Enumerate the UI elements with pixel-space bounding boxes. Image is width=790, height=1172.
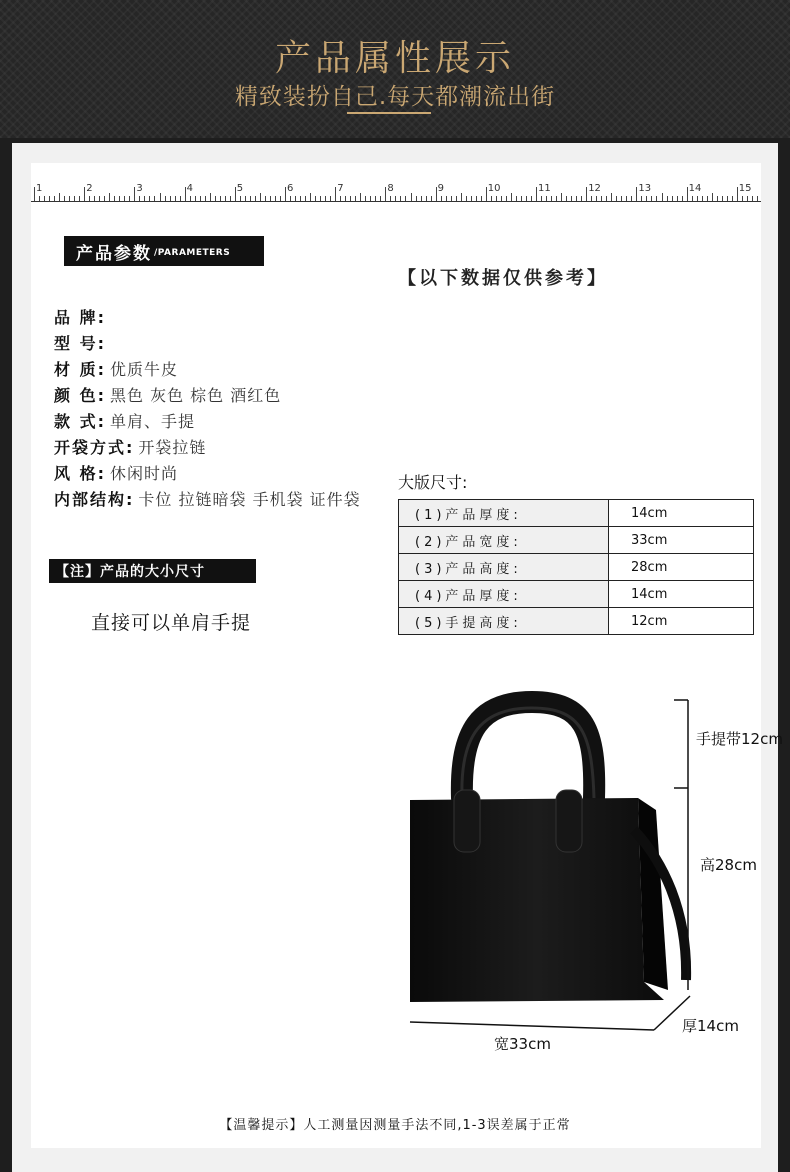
ruler-minor-tick [757, 196, 758, 201]
ruler-minor-tick [149, 196, 150, 201]
reference-note: 【以下数据仅供参考】 [398, 268, 608, 289]
ruler-minor-tick [682, 196, 683, 201]
ruler-minor-tick [74, 196, 75, 201]
ruler-minor-tick [64, 196, 65, 201]
ruler-number: 2 [86, 183, 93, 194]
ruler-minor-tick [601, 196, 602, 201]
attribute-label: 款 式: [54, 412, 106, 431]
ruler-minor-tick [692, 196, 693, 201]
ruler-minor-tick [526, 196, 527, 201]
attribute-row-brand [54, 305, 110, 328]
attribute-row-opening [54, 435, 206, 458]
ruler-minor-tick [662, 193, 663, 201]
ruler-major-tick [636, 187, 637, 201]
ruler-minor-tick [54, 196, 55, 201]
ruler-minor-tick [471, 196, 472, 201]
ruler-minor-tick [180, 196, 181, 201]
handle-height-label: 手提带12cm [696, 730, 783, 748]
ruler-minor-tick [441, 196, 442, 201]
ruler-minor-tick [355, 196, 356, 201]
ruler-minor-tick [280, 196, 281, 201]
ruler-minor-tick [275, 196, 276, 201]
ruler-minor-tick [370, 196, 371, 201]
attribute-label: 风 格: [54, 464, 106, 483]
footer-tip: 【温馨提示】人工测量因测量手法不同,1-3误差属于正常 [219, 1118, 571, 1133]
attribute-value: 黑色 灰色 棕色 酒红色 [109, 386, 282, 405]
ruler-major-tick [586, 187, 587, 201]
ruler-minor-tick [154, 196, 155, 201]
ruler-minor-tick [707, 196, 708, 201]
attribute-value: 开袋拉链 [138, 438, 207, 457]
parameters-banner [64, 236, 264, 266]
table-row [399, 581, 754, 608]
ruler-minor-tick [591, 196, 592, 201]
attribute-value: 优质牛皮 [109, 360, 178, 379]
ruler-minor-tick [646, 196, 647, 201]
ruler-minor-tick [451, 196, 452, 201]
ruler-number: 14 [688, 183, 702, 194]
ruler-minor-tick [69, 196, 70, 201]
ruler-minor-tick [109, 193, 110, 201]
attribute-row-material [54, 357, 178, 380]
ruler-minor-tick [220, 196, 221, 201]
size-value: 14cm [609, 581, 754, 608]
ruler-minor-tick [160, 193, 161, 201]
ruler-number: 9 [437, 183, 444, 194]
ruler-minor-tick [44, 196, 45, 201]
ruler-minor-tick [596, 196, 597, 201]
size-value: 14cm [609, 500, 754, 527]
note-text: 直接可以单肩手提 [91, 612, 252, 634]
ruler-major-tick [436, 187, 437, 201]
ruler-minor-tick [79, 196, 80, 201]
ruler-minor-tick [752, 196, 753, 201]
size-table [398, 499, 754, 635]
ruler-minor-tick [722, 196, 723, 201]
ruler-minor-tick [190, 196, 191, 201]
ruler-minor-tick [712, 193, 713, 201]
ruler-minor-tick [466, 196, 467, 201]
ruler-minor-tick [290, 196, 291, 201]
size-label: (3)产品高度: [399, 554, 609, 581]
note-banner: 【注】产品的大小尺寸 [49, 559, 256, 583]
ruler-number: 4 [186, 183, 193, 194]
ruler-major-tick [285, 187, 286, 201]
ruler-minor-tick [641, 196, 642, 201]
ruler-minor-tick [426, 196, 427, 201]
parameters-banner-cn: 产品参数 [76, 243, 152, 264]
ruler-minor-tick [727, 196, 728, 201]
width-label: 宽33cm [494, 1035, 551, 1053]
ruler-minor-tick [144, 196, 145, 201]
ruler-minor-tick [340, 196, 341, 201]
ruler-minor-tick [124, 196, 125, 201]
ruler-minor-tick [546, 196, 547, 201]
ruler-minor-tick [747, 196, 748, 201]
size-table-title: 大版尺寸: [398, 473, 468, 492]
ruler-minor-tick [345, 196, 346, 201]
ruler-minor-tick [742, 196, 743, 201]
ruler-minor-tick [697, 196, 698, 201]
ruler-minor-tick [315, 196, 316, 201]
ruler-number: 7 [337, 183, 344, 194]
ruler-minor-tick [456, 196, 457, 201]
ruler-minor-tick [325, 196, 326, 201]
attribute-label: 材 质: [54, 360, 106, 379]
ruler-minor-tick [521, 196, 522, 201]
table-row [399, 500, 754, 527]
ruler-minor-tick [205, 196, 206, 201]
ruler-minor-tick [295, 196, 296, 201]
size-label: (1)产品厚度: [399, 500, 609, 527]
ruler-minor-tick [139, 196, 140, 201]
ruler-minor-tick [405, 196, 406, 201]
ruler-major-tick [335, 187, 336, 201]
ruler-minor-tick [99, 196, 100, 201]
attribute-label: 品 牌: [54, 308, 106, 327]
attribute-label: 内部结构: [54, 490, 135, 509]
ruler-minor-tick [104, 196, 105, 201]
size-label: (4)产品厚度: [399, 581, 609, 608]
ruler-minor-tick [556, 196, 557, 201]
ruler-minor-tick [566, 196, 567, 201]
ruler-minor-tick [360, 193, 361, 201]
ruler-minor-tick [119, 196, 120, 201]
ruler-major-tick [185, 187, 186, 201]
ruler-minor-tick [300, 196, 301, 201]
attribute-label: 型 号: [54, 334, 106, 353]
attribute-value: 卡位 拉链暗袋 手机袋 证件袋 [138, 490, 361, 509]
ruler-minor-tick [225, 196, 226, 201]
ruler-minor-tick [506, 196, 507, 201]
size-value: 12cm [609, 608, 754, 635]
ruler-minor-tick [255, 196, 256, 201]
ruler-minor-tick [496, 196, 497, 201]
ruler-minor-tick [631, 196, 632, 201]
ruler-minor-tick [39, 196, 40, 201]
ruler-minor-tick [375, 196, 376, 201]
ruler-minor-tick [511, 193, 512, 201]
ruler-minor-tick [114, 196, 115, 201]
ruler-minor-tick [606, 196, 607, 201]
ruler-minor-tick [320, 196, 321, 201]
size-label: (2)产品宽度: [399, 527, 609, 554]
ruler-minor-tick [365, 196, 366, 201]
ruler-minor-tick [210, 193, 211, 201]
ruler-minor-tick [431, 196, 432, 201]
ruler-minor-tick [461, 193, 462, 201]
attribute-value: 休闲时尚 [109, 464, 178, 483]
ruler-major-tick [34, 187, 35, 201]
ruler-major-tick [687, 187, 688, 201]
ruler-number: 5 [236, 183, 244, 194]
ruler-minor-tick [215, 196, 216, 201]
ruler-minor-tick [240, 196, 241, 201]
ruler-minor-tick [170, 196, 171, 201]
ruler-minor-tick [350, 196, 351, 201]
ruler-number: 11 [538, 183, 551, 194]
ruler-minor-tick [129, 196, 130, 201]
ruler-minor-tick [175, 196, 176, 201]
ruler-minor-tick [195, 196, 196, 201]
page-subtitle: 精致装扮自己.每天都潮流出街 [234, 84, 556, 110]
ruler-minor-tick [476, 196, 477, 201]
parameters-banner-en: /PARAMETERS [154, 248, 231, 258]
ruler-minor-tick [390, 196, 391, 201]
ruler-minor-tick [501, 196, 502, 201]
attribute-row-color [54, 383, 281, 406]
ruler-minor-tick [260, 193, 261, 201]
depth-label: 厚14cm [682, 1017, 739, 1035]
ruler-minor-tick [611, 193, 612, 201]
ruler-minor-tick [561, 193, 562, 201]
attribute-row-genre [54, 461, 178, 484]
ruler-number: 3 [136, 183, 143, 194]
ruler-minor-tick [667, 196, 668, 201]
table-row [399, 527, 754, 554]
ruler-minor-tick [400, 196, 401, 201]
ruler-minor-tick [49, 196, 50, 201]
ruler-minor-tick [677, 196, 678, 201]
ruler-number: 8 [387, 183, 394, 194]
ruler-minor-tick [395, 196, 396, 201]
ruler-baseline [31, 201, 761, 202]
ruler-minor-tick [250, 196, 251, 201]
attribute-row-interior [54, 487, 361, 510]
ruler [31, 183, 761, 205]
attribute-value: 单肩、手提 [109, 412, 195, 431]
ruler-minor-tick [330, 196, 331, 201]
ruler-minor-tick [200, 196, 201, 201]
ruler-minor-tick [541, 196, 542, 201]
ruler-number: 10 [487, 183, 501, 194]
ruler-minor-tick [656, 196, 657, 201]
attribute-label: 颜 色: [54, 386, 106, 405]
ruler-minor-tick [626, 196, 627, 201]
ruler-minor-tick [59, 193, 60, 201]
size-value: 33cm [609, 527, 754, 554]
size-label: (5)手提高度: [399, 608, 609, 635]
ruler-minor-tick [310, 193, 311, 201]
ruler-minor-tick [571, 196, 572, 201]
dimension-lines [400, 690, 700, 1035]
ruler-minor-tick [446, 196, 447, 201]
ruler-minor-tick [672, 196, 673, 201]
ruler-minor-tick [305, 196, 306, 201]
height-label: 高28cm [700, 856, 757, 874]
ruler-minor-tick [165, 196, 166, 201]
ruler-minor-tick [621, 196, 622, 201]
attribute-row-model [54, 331, 110, 354]
ruler-minor-tick [551, 196, 552, 201]
ruler-minor-tick [421, 196, 422, 201]
table-row [399, 554, 754, 581]
ruler-minor-tick [481, 196, 482, 201]
header-banner [0, 0, 790, 138]
ruler-major-tick [134, 187, 135, 201]
ruler-major-tick [737, 187, 738, 201]
ruler-minor-tick [581, 196, 582, 201]
ruler-minor-tick [265, 196, 266, 201]
ruler-minor-tick [230, 196, 231, 201]
page-title: 产品属性展示 [274, 38, 515, 79]
ruler-major-tick [235, 187, 236, 201]
ruler-minor-tick [491, 196, 492, 201]
ruler-major-tick [486, 187, 487, 201]
ruler-minor-tick [89, 196, 90, 201]
ruler-number: 1 [36, 183, 43, 194]
ruler-minor-tick [270, 196, 271, 201]
attribute-label: 开袋方式: [54, 438, 135, 457]
ruler-number: 12 [588, 183, 601, 194]
table-row [399, 608, 754, 635]
ruler-major-tick [536, 187, 537, 201]
title-underline [347, 112, 431, 114]
ruler-minor-tick [616, 196, 617, 201]
ruler-minor-tick [94, 196, 95, 201]
ruler-minor-tick [717, 196, 718, 201]
ruler-major-tick [385, 187, 386, 201]
ruler-number: 6 [287, 183, 294, 194]
ruler-minor-tick [380, 196, 381, 201]
ruler-minor-tick [651, 196, 652, 201]
attribute-row-style [54, 409, 195, 432]
ruler-minor-tick [732, 196, 733, 201]
ruler-minor-tick [411, 193, 412, 201]
ruler-minor-tick [245, 196, 246, 201]
ruler-number: 15 [738, 183, 752, 194]
size-value: 28cm [609, 554, 754, 581]
ruler-minor-tick [516, 196, 517, 201]
ruler-minor-tick [531, 196, 532, 201]
ruler-minor-tick [702, 196, 703, 201]
ruler-major-tick [84, 187, 85, 201]
ruler-number: 13 [638, 183, 652, 194]
ruler-minor-tick [576, 196, 577, 201]
ruler-minor-tick [416, 196, 417, 201]
